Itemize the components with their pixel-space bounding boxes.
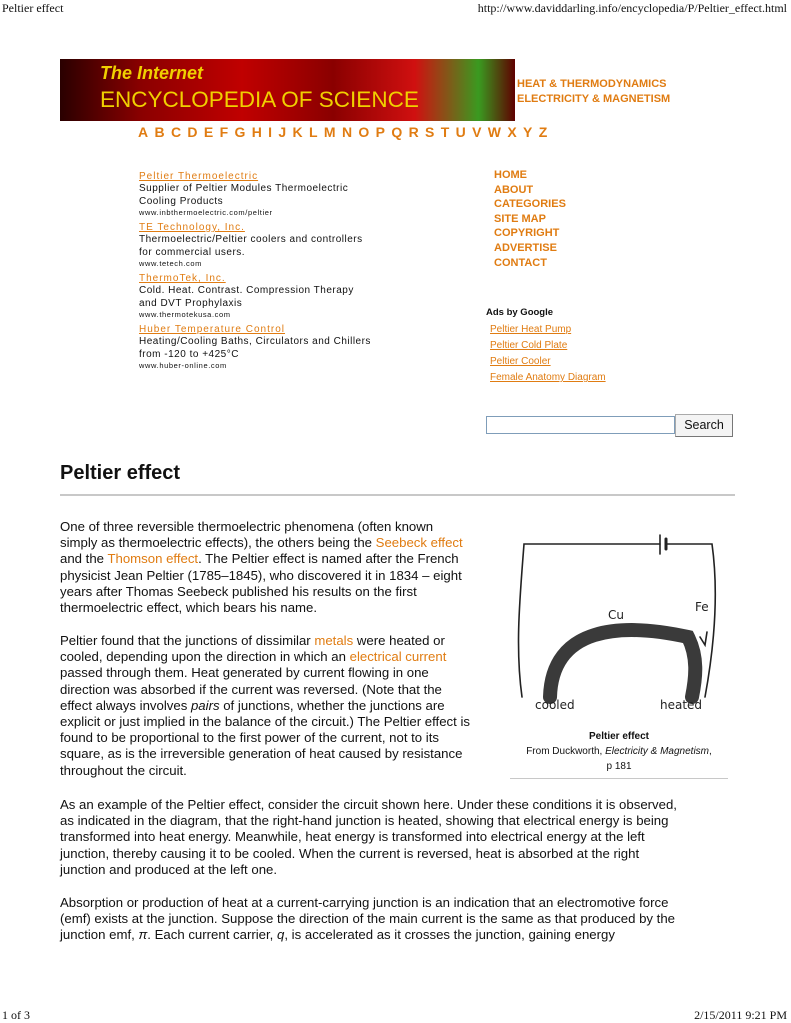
google-ads-links — [490, 322, 606, 386]
text-line: Absorption or production of heat at a current-carrying junction is an indication that an electromotive force — [60, 895, 669, 910]
text-line: junction and produced at the left one. — [60, 861, 278, 877]
nav-contact[interactable]: CONTACT — [494, 256, 547, 269]
print-footer-page: 1 of 3 — [2, 1008, 30, 1022]
print-footer-datetime: 2/15/2011 9:21 PM — [694, 1008, 787, 1022]
ad-url[interactable]: www.tetech.com — [139, 259, 203, 268]
google-ad-link[interactable]: Female Anatomy Diagram — [490, 372, 606, 383]
figure-caption-source: From Duckworth, Electricity & Magnetism, — [526, 746, 712, 757]
print-header-title: Peltier effect — [2, 1, 64, 15]
google-ads-heading: Ads by Google — [486, 307, 554, 318]
alpha-c[interactable]: C — [170, 124, 182, 140]
google-ad-link[interactable]: Peltier Heat Pump — [490, 324, 572, 335]
alpha-p[interactable]: P — [375, 124, 385, 140]
text-line: One of three reversible thermoelectric phenomena (often known — [60, 519, 434, 534]
ad-title-link[interactable]: TE Technology, Inc. — [139, 222, 245, 233]
alpha-y[interactable]: Y — [523, 124, 533, 140]
metals-link[interactable]: metals — [314, 633, 354, 648]
figure-caption-page: p 181 — [606, 761, 632, 772]
text-line: junction emf, π. Each current carrier, q, is accelerated as it crosses the junction, gaining energy — [60, 927, 615, 943]
text-line: and the Thomson effect. The Peltier effect is named after the French — [60, 551, 459, 567]
ad-description: for commercial users. — [139, 247, 246, 258]
ad-description: Thermoelectric/Peltier coolers and controllers — [139, 234, 363, 245]
label-heated: heated — [660, 698, 703, 712]
text-line: throughout the circuit. — [60, 762, 187, 778]
section-links — [517, 77, 670, 106]
ad-description: Cold. Heat. Contrast. Compression Therapy — [139, 285, 354, 296]
ad-url[interactable]: www.thermotekusa.com — [139, 310, 231, 319]
ad-title-link[interactable]: Huber Temperature Control — [139, 324, 285, 335]
alpha-q[interactable]: Q — [391, 124, 403, 140]
nav-site-map[interactable]: SITE MAP — [494, 212, 546, 225]
alphabet-index — [138, 124, 547, 140]
banner-title-line1: The Internet — [100, 63, 204, 83]
text-line: simply as thermoelectric effects), the others being the Seebeck effect — [60, 535, 463, 551]
text-line: junction, thereby causing it to be cooled. When the current is reversed, heat is absorbed at the right — [60, 845, 640, 861]
alpha-s[interactable]: S — [425, 124, 435, 140]
nav-about[interactable]: ABOUT — [494, 183, 534, 196]
text-line: effect always involves pairs of junctions, whether the junctions are — [60, 697, 445, 713]
electrical-current-link[interactable]: electrical current — [349, 649, 447, 665]
ad-description: and DVT Prophylaxis — [139, 298, 243, 309]
text-line: (emf) exists at the junction. Suppose the direction of the main current is the same as that produced by the — [60, 911, 676, 927]
text-line: physicist Jean Peltier (1785–1845), who discovered it in 1834 – eight — [60, 567, 462, 583]
figure-caption — [505, 729, 733, 774]
text-line: thermoelectric effect, which bears his name. — [60, 600, 318, 616]
nav-copyright[interactable]: COPYRIGHT — [494, 227, 560, 240]
text-line: passed through them. Heat generated by current flowing in one — [60, 665, 429, 681]
text-line: Peltier found that the junctions of dissimilar metals were heated or — [60, 633, 445, 648]
alpha-n[interactable]: N — [341, 124, 353, 140]
ad-url[interactable]: www.huber-online.com — [139, 361, 227, 370]
text-line: square, as is the irreversible generation of heat caused by resistance — [60, 746, 463, 762]
alpha-u[interactable]: U — [455, 124, 466, 140]
ad-block — [139, 324, 429, 375]
text-line: as indicated in the diagram, that the right-hand junction is heated, showing that electrical energy is being — [60, 813, 669, 829]
article-paragraph — [60, 519, 505, 616]
alpha-x[interactable]: X — [507, 124, 517, 140]
alpha-f[interactable]: F — [219, 124, 229, 140]
text-line: found to be proportional to the first power of the current, not to its — [60, 730, 439, 746]
ad-block — [139, 273, 429, 324]
text-line: transformed into heat energy. Meanwhile, heat energy is transformed into electrical energy at the left — [60, 829, 645, 845]
label-cooled: cooled — [535, 698, 575, 712]
alpha-k[interactable]: K — [292, 124, 303, 140]
alpha-m[interactable]: M — [323, 124, 336, 140]
ad-url[interactable]: www.inbthermoelectric.com/peltier — [139, 208, 273, 217]
ad-title-link[interactable]: ThermoTek, Inc. — [139, 273, 226, 284]
nav-categories[interactable]: CATEGORIES — [494, 198, 566, 211]
text-line: cooled, depending upon the direction in which an electrical current — [60, 649, 447, 665]
site-banner[interactable] — [60, 59, 515, 121]
alpha-g[interactable]: G — [234, 124, 246, 140]
search-button[interactable]: Search — [675, 414, 733, 437]
alpha-t[interactable]: T — [440, 124, 450, 140]
text-line: direction was absorbed if the current was reversed. (Note that the — [60, 681, 442, 697]
article-paragraph — [60, 797, 740, 878]
ad-block — [139, 222, 429, 273]
section-link-electricity[interactable]: ELECTRICITY & MAGNETISM — [517, 92, 671, 105]
alpha-w[interactable]: W — [487, 124, 501, 140]
ad-description: Supplier of Peltier Modules Thermoelectric — [139, 183, 349, 194]
nav-advertise[interactable]: ADVERTISE — [494, 241, 557, 254]
page-title: Peltier effect — [60, 462, 181, 484]
title-divider — [60, 494, 735, 496]
text-line: explicit or just implied in the balance of the circuit.) The Peltier effect is — [60, 714, 470, 730]
text-line: As an example of the Peltier effect, consider the circuit shown here. Under these conditions it is observed, — [60, 797, 677, 812]
alpha-i[interactable]: I — [268, 124, 273, 140]
seebeck-effect-link[interactable]: Seebeck effect — [375, 535, 463, 551]
figure-divider — [510, 778, 728, 779]
banner-title-line2: ENCYCLOPEDIA OF SCIENCE — [100, 87, 419, 112]
alpha-o[interactable]: O — [358, 124, 370, 140]
google-ad-link[interactable]: Peltier Cooler — [490, 356, 551, 367]
alpha-a[interactable]: A — [138, 124, 149, 140]
print-header-url: http://www.daviddarling.info/encyclopedia/P/Peltier_effect.html — [477, 1, 787, 15]
search-input[interactable] — [486, 416, 675, 434]
main-nav — [494, 168, 566, 270]
alpha-d[interactable]: D — [187, 124, 198, 140]
ad-block — [139, 171, 429, 222]
text-line: years after Thomas Seebeck published his results on the first — [60, 583, 417, 599]
ad-description: Heating/Cooling Baths, Circulators and Chillers — [139, 336, 371, 347]
article-paragraph — [60, 895, 740, 944]
label-cu: Cu — [608, 608, 624, 622]
sponsored-ads — [139, 171, 429, 375]
alpha-j[interactable]: J — [278, 124, 287, 140]
nav-home[interactable]: HOME — [494, 169, 527, 181]
article-paragraph — [60, 633, 505, 779]
figure-caption-title: Peltier effect — [588, 731, 650, 742]
alpha-e[interactable]: E — [203, 124, 214, 140]
ad-description: Cooling Products — [139, 196, 224, 207]
peltier-figure — [510, 527, 730, 717]
section-link-heat[interactable]: HEAT & THERMODYNAMICS — [517, 78, 667, 90]
label-fe: Fe — [695, 600, 709, 614]
alpha-r[interactable]: R — [408, 124, 419, 140]
alpha-h[interactable]: H — [251, 124, 262, 140]
alpha-z[interactable]: Z — [538, 124, 548, 140]
peltier-circuit-diagram — [510, 527, 730, 717]
alpha-b[interactable]: B — [154, 124, 165, 140]
thomson-effect-link[interactable]: Thomson effect — [107, 551, 199, 567]
alpha-v[interactable]: V — [472, 124, 482, 140]
ad-description: from -120 to +425°C — [139, 349, 239, 360]
ad-title-link[interactable]: Peltier Thermoelectric — [139, 171, 259, 182]
google-ad-link[interactable]: Peltier Cold Plate — [490, 340, 568, 351]
alpha-l[interactable]: L — [309, 124, 318, 140]
